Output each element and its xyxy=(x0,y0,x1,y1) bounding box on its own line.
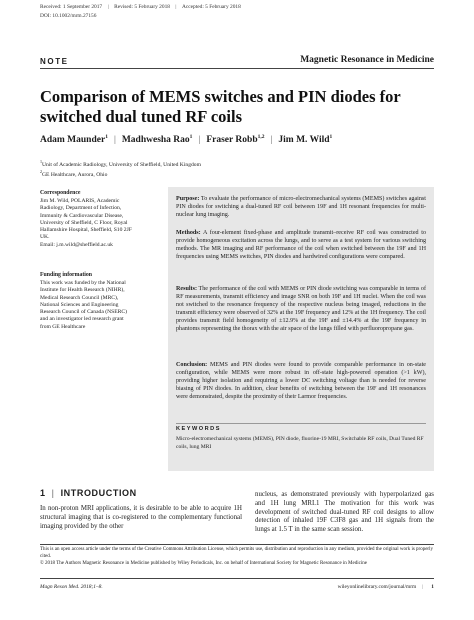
article-type: NOTE xyxy=(40,57,69,66)
author-affiliation-mark: 1 xyxy=(329,134,333,140)
section-title: INTRODUCTION xyxy=(60,488,137,498)
abstract-purpose: Purpose: To evaluate the performance of micro-electromechanical systems (MEMS) switches against PIN diodes for switching a dual-tuned RF coil between 19F and 1H resonant frequencies for multi-nuclear lung imaging. xyxy=(176,196,426,219)
journal-citation: Magn Reson Med. 2018;1–8. xyxy=(40,584,103,590)
received-date: Received: 1 September 2017 xyxy=(40,4,103,10)
author-affiliation-mark: 1,2 xyxy=(257,134,265,140)
author-list: Adam Maunder$^1$ | Madhwesha Rao$^1$ | Fraser Robb$^{1,2}$ | Jim M. Wild$^1$ xyxy=(40,134,333,146)
section-heading-introduction: 1 | INTRODUCTION xyxy=(40,488,137,498)
license-notice: This is an open access article under the terms of the Creative Commons Attribution License, which permits use, distribution and reproduction in any medium, provided the original work is properly cited. xyxy=(40,547,433,559)
section-number: 1 xyxy=(40,488,46,498)
introduction-left-column: In non-proton MRI applications, it is desirable to be able to acquire 1H structural imaging that is co-registered to the complementary functional imaging provided by the other xyxy=(40,505,242,530)
journal-name: Magnetic Resonance in Medicine xyxy=(300,55,434,65)
footer-divider xyxy=(40,544,434,545)
copyright-notice: © 2018 The Authors Magnetic Resonance in Medicine published by Wiley Periodicals, Inc. on behalf of International Society for Magnetic Resonance in Medicine xyxy=(40,561,367,566)
author-affiliation-mark: 1 xyxy=(189,134,193,140)
affiliation: $^1$Unit of Academic Radiology, University of Sheffield, United Kingdom xyxy=(40,159,201,168)
correspondence-text: Jim M. Wild, POLARIS, Academic Radiology, Department of Infection, Immunity & Cardiovascular Disease, University of Sheffield, C Floor, Royal Hallamshire Hospital, Sheffield, S10 2JF UK. Email: j.m.wild@sheffield.ac.uk xyxy=(40,198,132,248)
keywords-text: Micro-electromechanical systems (MEMS), PIN diode, fluorine-19 MRI, Switchable RF coils, Dual Tuned RF coils, lung MRI xyxy=(176,436,424,450)
correspondence-heading: Correspondence xyxy=(40,190,81,196)
page-bottom-divider xyxy=(40,578,434,579)
author-name[interactable]: Jim M. Wild xyxy=(278,135,330,146)
author-name[interactable]: Madhwesha Rao xyxy=(121,135,190,146)
article-title: Comparison of MEMS switches and PIN diodes for switched dual tuned RF coils xyxy=(40,87,401,126)
author-name[interactable]: Fraser Robb xyxy=(206,135,258,146)
journal-url[interactable]: wileyonlinelibrary.com/journal/mrm xyxy=(337,584,417,590)
abstract-conclusion: Conclusion: MEMS and PIN diodes were found to provide comparable performance in on-state configuration, while MEMS were more robust in off-state high-powered operation (>1 kW), providing higher isolation and requiring a lower DC switching voltage than is needed for reverse biasing of PIN diodes. In addition, clear benefits of switching between the 19F and 1H resonances were demonstrated, despite the proximity of their Larmor frequencies. xyxy=(176,362,426,401)
funding-text: This work was funded by the National Institute for Health Research (NIHR), Medical Research Council (MRC), National Sciences and Engineering Research Council of Canada (NSERC) and an investigator led research grant from GE Healthcare xyxy=(40,280,127,330)
introduction-right-column: nucleus, as demonstrated previously with hyperpolarized gas and 1H lung MRI.1 The motivation for this work was development of switched dual-tuned RF coil designs to allow detection of inhaled 19F C3F8 gas and 1H signals from the lungs at 1.5 T in the same scan session. xyxy=(255,491,434,534)
journal-footer: wileyonlinelibrary.com/journal/mrm | 1 xyxy=(337,584,434,590)
revised-date: Revised: 5 February 2018 xyxy=(114,4,170,10)
author-affiliation-mark: 1 xyxy=(105,134,108,140)
correspondence-email[interactable]: Email: j.m.wild@sheffield.ac.uk xyxy=(40,241,113,248)
header-divider xyxy=(40,68,434,69)
abstract-methods: Methods: A four-element fixed-phase and amplitude transmit–receive RF coil was constructed to provide homogeneous excitation across the lungs, and to serve as a test system for various switching methods. The MR imaging and RF performance of the coil when switched between the 19F and 1H frequencies using MEMS switches, PIN diodes and hardwired configurations were compared. xyxy=(176,230,426,261)
article-dates: Received: 1 September 2017 | Revised: 5 February 2018 | Accepted: 5 February 2018 xyxy=(40,4,241,10)
abstract-results: Results: The performance of the coil with MEMS or PIN diode switching was comparable in terms of RF measurements, transmit efficiency and image SNR on both 19F and 1H nuclei. When the coil was not switched to the resonance frequency of the respective nucleus being imaged, reductions in the transmit efficiency were observed of 32% at the 19F frequency and 12% at the 1H frequency. The coil provides transmit field homogeneity of ±12.9% at the 19F and ±14.4% at the 19F frequency in phantoms representing the thorax with the air space of the lungs filled with perfluoropropane gas. xyxy=(176,286,427,333)
accepted-date: Accepted: 5 February 2018 xyxy=(181,4,241,10)
keywords-heading: KEYWORDS xyxy=(176,426,221,432)
author-name[interactable]: Adam Maunder xyxy=(40,135,106,146)
page-number: 1 xyxy=(431,584,434,590)
abstract-box xyxy=(168,187,434,471)
keywords-divider xyxy=(176,423,426,424)
funding-heading: Funding information xyxy=(40,272,93,278)
doi[interactable]: DOI: 10.1002/mrm.27156 xyxy=(40,13,97,19)
affiliation: $^2$GE Healthcare, Aurora, Ohio xyxy=(40,169,108,178)
